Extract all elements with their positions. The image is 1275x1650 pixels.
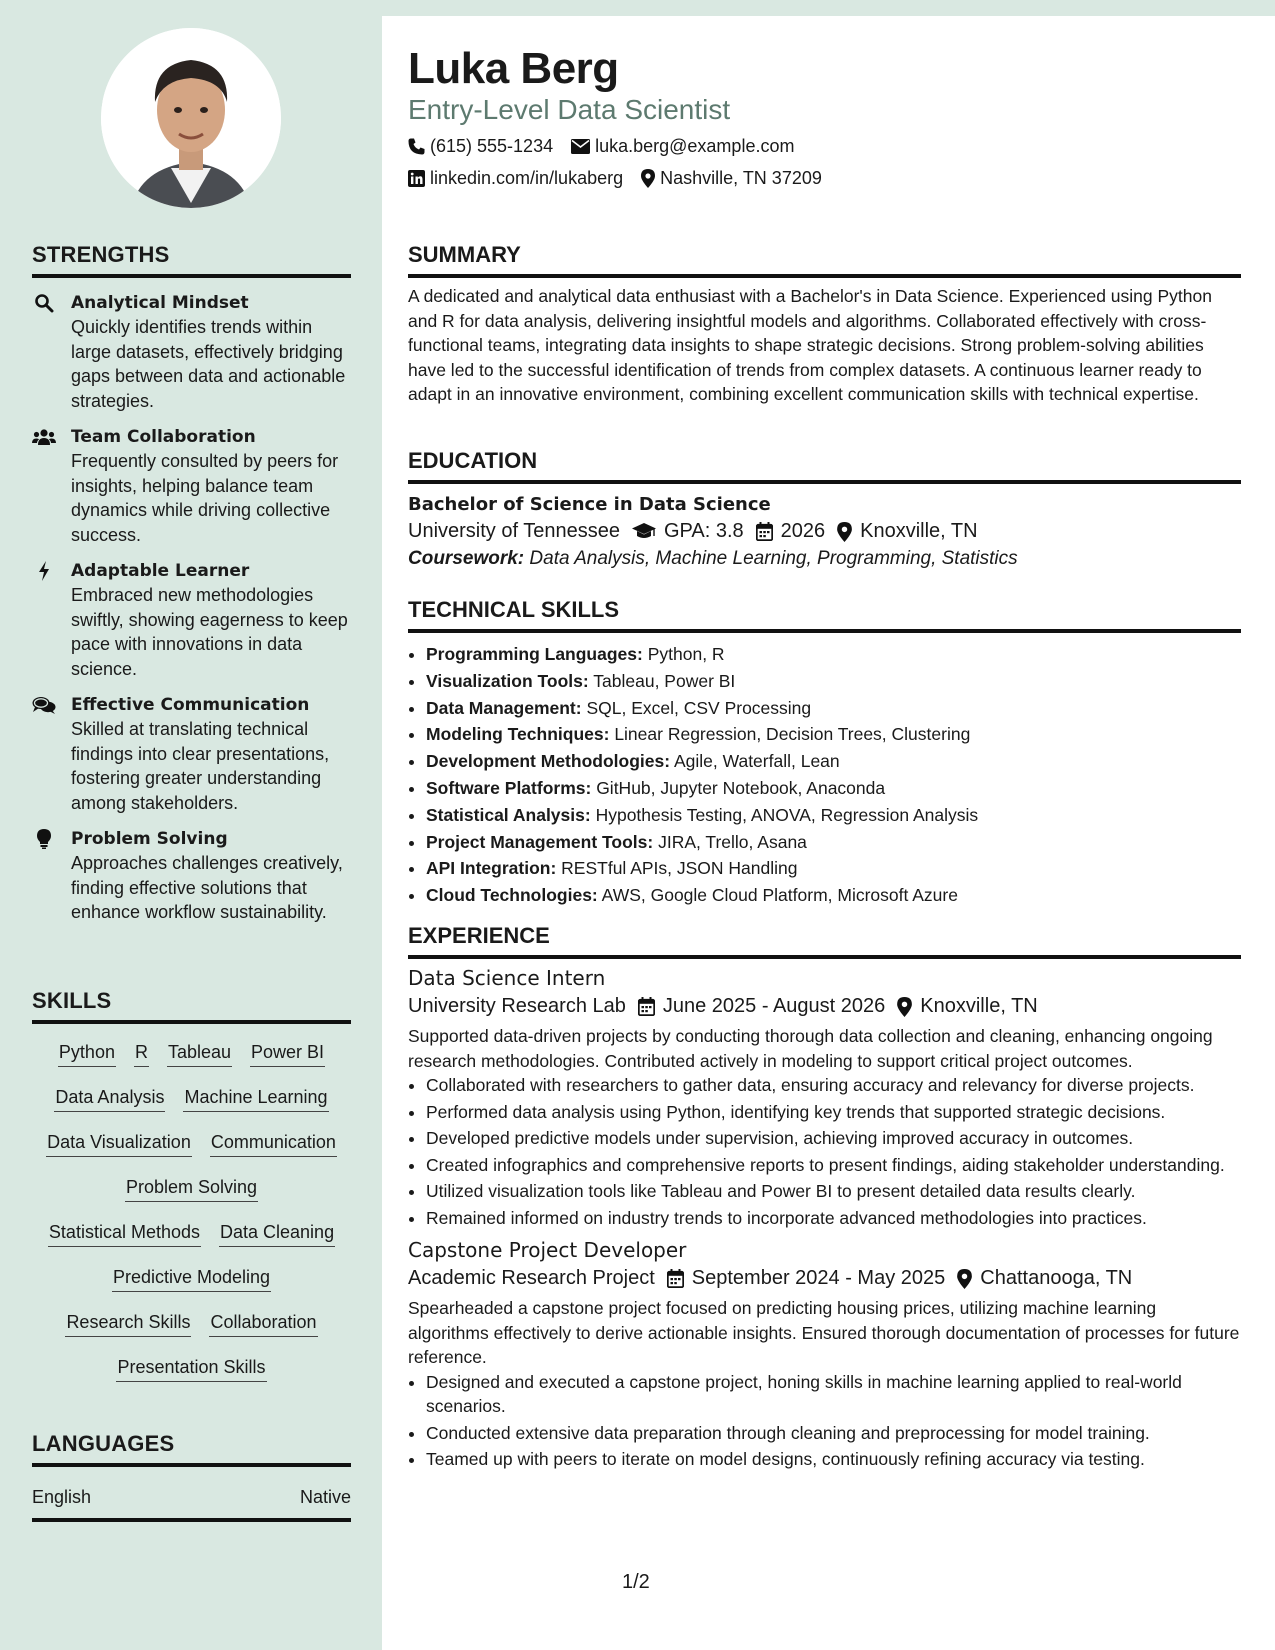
technical-skill-item bbox=[426, 748, 1241, 775]
skill-tag: Collaboration bbox=[209, 1310, 317, 1337]
job-description: Supported data-driven projects by conducting thorough data collection and cleaning, enhancing ongoing research methodologies. Contributed actively in modeling to support critical project outcomes. bbox=[408, 1026, 1213, 1071]
job-org: University Research Lab bbox=[408, 995, 626, 1017]
technical-skill-item bbox=[426, 802, 1241, 829]
job-bullets bbox=[408, 1073, 1241, 1230]
strengths-section bbox=[32, 242, 351, 925]
skill-tag: Power BI bbox=[250, 1040, 325, 1067]
graduation-year: 2026 bbox=[780, 520, 826, 542]
technical-skill-value: GitHub, Jupyter Notebook, Anaconda bbox=[596, 777, 886, 798]
education-meta bbox=[408, 520, 1241, 543]
linkedin-text: linkedin.com/in/lukaberg bbox=[430, 168, 624, 188]
strengths-heading: STRENGTHS bbox=[32, 242, 351, 278]
job-bullet: • Designed and executed a capstone project, honing skills in machine learning applied to real-world scenarios. bbox=[426, 1370, 1241, 1419]
calendar-icon bbox=[638, 997, 655, 1016]
lightbulb-icon bbox=[32, 829, 56, 849]
strength-desc: Skilled at translating technical findings into clear presentations, fostering greater understanding among stakeholders. bbox=[71, 719, 330, 813]
strength-title: Team Collaboration bbox=[71, 427, 256, 447]
job-meta bbox=[408, 1267, 1241, 1290]
contact-linkedin[interactable] bbox=[408, 168, 623, 189]
technical-skill-label: Project Management Tools: bbox=[426, 831, 654, 852]
job-bullet: • Teamed up with peers to iterate on model designs, continuously refining accuracy via testing. bbox=[426, 1447, 1241, 1472]
coursework-list: Data Analysis, Machine Learning, Programming, Statistics bbox=[529, 548, 1018, 569]
skill-tag: Statistical Methods bbox=[48, 1220, 201, 1247]
language-item bbox=[32, 1487, 351, 1522]
skill-tag: Communication bbox=[210, 1130, 337, 1157]
sidebar bbox=[0, 0, 382, 1650]
strength-desc: Frequently consulted by peers for insights, helping balance team dynamics while driving collective success. bbox=[71, 451, 339, 545]
job-entry bbox=[408, 966, 1241, 1230]
school: University of Tennessee bbox=[408, 520, 620, 542]
education-heading: EDUCATION bbox=[408, 448, 1241, 484]
technical-skill-value: Tableau, Power BI bbox=[593, 670, 736, 691]
calendar-icon bbox=[756, 522, 773, 541]
skill-tag: Data Cleaning bbox=[219, 1220, 335, 1247]
summary-heading: SUMMARY bbox=[408, 242, 1241, 278]
skill-tag: Data Visualization bbox=[46, 1130, 192, 1157]
map-marker-icon bbox=[641, 169, 655, 188]
technical-skill-value: Python, R bbox=[647, 644, 725, 664]
skill-tag: Machine Learning bbox=[183, 1085, 328, 1112]
job-entry bbox=[408, 1238, 1241, 1472]
skills-heading: SKILLS bbox=[32, 988, 351, 1024]
skill-tag: Research Skills bbox=[65, 1310, 191, 1337]
job-bullets bbox=[408, 1370, 1241, 1472]
technical-skill-value: RESTful APIs, JSON Handling bbox=[561, 858, 798, 879]
strength-title: Problem Solving bbox=[71, 829, 228, 849]
strength-item bbox=[32, 425, 351, 547]
skill-tags bbox=[32, 1040, 351, 1400]
technical-skill-label: Modeling Techniques: bbox=[426, 724, 610, 745]
technical-skill-label: Cloud Technologies: bbox=[426, 885, 598, 906]
summary-section bbox=[408, 242, 1241, 407]
skill-row bbox=[32, 1085, 351, 1130]
language-name: English bbox=[32, 1487, 92, 1507]
coursework-label: Coursework: bbox=[408, 548, 525, 569]
skill-tag: R bbox=[134, 1040, 149, 1067]
job-title: Capstone Project Developer bbox=[408, 1238, 687, 1262]
map-marker-icon bbox=[957, 1269, 972, 1289]
strength-item bbox=[32, 827, 351, 925]
calendar-icon bbox=[667, 1269, 684, 1288]
job-location: Chattanooga, TN bbox=[980, 1267, 1133, 1289]
technical-skill-item bbox=[426, 641, 1241, 668]
contact-row bbox=[408, 136, 794, 157]
technical-skill-label: Statistical Analysis: bbox=[426, 804, 591, 825]
strength-item bbox=[32, 693, 351, 815]
candidate-role: Entry-Level Data Scientist bbox=[408, 94, 731, 125]
strength-item bbox=[32, 559, 351, 681]
linkedin-icon bbox=[408, 170, 425, 187]
strength-desc: Embraced new methodologies swiftly, showing eagerness to keep pace with innovations in data science. bbox=[71, 585, 348, 679]
skill-row bbox=[32, 1130, 351, 1175]
technical-skill-label: API Integration: bbox=[426, 858, 557, 879]
skill-tag: Python bbox=[58, 1040, 116, 1067]
strength-item bbox=[32, 291, 351, 413]
email-text: luka.berg@example.com bbox=[595, 136, 795, 156]
summary-text: A dedicated and analytical data enthusiast with a Bachelor's in Data Science. Experienced using Python and R for data analysis, delivering insightful models and algorithms. Collaborated effectively with cross-functional teams, integrating data insights to shape strategic decisions. Strong problem-solving abilities have led to the successful identification of trends from complex datasets. A continuous learner ready to adapt in an innovative environment, combining excellent communication skills with technical expertise. bbox=[408, 286, 1212, 404]
degree: Bachelor of Science in Data Science bbox=[408, 494, 771, 515]
job-bullet: • Utilized visualization tools like Tableau and Power BI to present detailed data results clearly. bbox=[426, 1179, 1241, 1204]
users-icon bbox=[32, 427, 56, 447]
envelope-icon bbox=[571, 139, 590, 154]
technical-skills-list bbox=[408, 641, 1241, 909]
strength-desc: Quickly identifies trends within large datasets, effectively bridging gaps between data and actionable strategies. bbox=[71, 317, 346, 411]
technical-skill-value: Hypothesis Testing, ANOVA, Regression Analysis bbox=[595, 804, 979, 825]
technical-skill-label: Development Methodologies: bbox=[426, 751, 671, 772]
education-location: Knoxville, TN bbox=[860, 520, 978, 542]
skill-tag: Problem Solving bbox=[125, 1175, 258, 1202]
job-description: Spearheaded a capstone project focused on predicting housing prices, utilizing machine learning algorithms effectively to derive actionable insights. Ensured thorough documentation of processes for future reference. bbox=[408, 1298, 1240, 1367]
education-section bbox=[408, 448, 1241, 570]
strength-title: Analytical Mindset bbox=[71, 293, 249, 313]
skill-row bbox=[32, 1175, 351, 1220]
languages-section bbox=[32, 1431, 351, 1522]
profile-photo bbox=[101, 28, 281, 208]
candidate-name: Luka Berg bbox=[408, 44, 619, 93]
page-number: 1/2 bbox=[622, 1571, 650, 1593]
technical-skill-value: Agile, Waterfall, Lean bbox=[673, 751, 840, 772]
graduation-cap-icon bbox=[632, 523, 656, 540]
experience-section bbox=[408, 923, 1241, 1474]
bolt-icon bbox=[32, 561, 56, 581]
contact-row bbox=[408, 168, 822, 189]
job-dates: September 2024 - May 2025 bbox=[691, 1267, 946, 1289]
skill-tag: Predictive Modeling bbox=[112, 1265, 271, 1292]
contact-email[interactable] bbox=[571, 136, 794, 157]
languages-heading: LANGUAGES bbox=[32, 1431, 351, 1467]
job-bullet: • Remained informed on industry trends to incorporate advanced methodologies into practices. bbox=[426, 1206, 1241, 1231]
job-bullet: • Collaborated with researchers to gather data, ensuring accuracy and relevancy for diverse projects. bbox=[426, 1073, 1241, 1098]
technical-skill-item bbox=[426, 775, 1241, 802]
experience-heading: EXPERIENCE bbox=[408, 923, 1241, 959]
technical-skill-value: JIRA, Trello, Asana bbox=[658, 831, 807, 852]
technical-skill-item bbox=[426, 829, 1241, 856]
job-bullet: • Conducted extensive data preparation through cleaning and preprocessing for model training. bbox=[426, 1421, 1241, 1446]
phone-text: (615) 555-1234 bbox=[430, 136, 554, 156]
skill-row bbox=[32, 1040, 351, 1085]
technical-skill-label: Visualization Tools: bbox=[426, 670, 589, 691]
comments-icon bbox=[32, 695, 56, 715]
technical-skill-item bbox=[426, 695, 1241, 722]
technical-skill-item bbox=[426, 721, 1241, 748]
map-marker-icon bbox=[837, 522, 852, 542]
gpa: GPA: 3.8 bbox=[663, 520, 744, 542]
phone-icon bbox=[408, 138, 425, 155]
strength-title: Adaptable Learner bbox=[71, 561, 250, 581]
technical-skills-heading: TECHNICAL SKILLS bbox=[408, 597, 1241, 633]
skill-row bbox=[32, 1355, 351, 1400]
technical-skill-label: Programming Languages: bbox=[426, 644, 643, 664]
job-location: Knoxville, TN bbox=[920, 995, 1038, 1017]
location-text: Nashville, TN 37209 bbox=[660, 168, 822, 188]
main-content bbox=[382, 16, 1275, 1650]
job-org: Academic Research Project bbox=[408, 1267, 655, 1289]
technical-skill-value: AWS, Google Cloud Platform, Microsoft Azure bbox=[601, 885, 958, 906]
technical-skill-value: SQL, Excel, CSV Processing bbox=[586, 697, 812, 718]
technical-skills-section bbox=[408, 597, 1241, 909]
skill-tag: Tableau bbox=[167, 1040, 232, 1067]
strength-title: Effective Communication bbox=[71, 695, 310, 715]
search-icon bbox=[32, 293, 56, 313]
job-title: Data Science Intern bbox=[408, 966, 606, 990]
skill-row bbox=[32, 1265, 351, 1310]
technical-skill-label: Software Platforms: bbox=[426, 777, 592, 798]
skill-tag: Data Analysis bbox=[54, 1085, 165, 1112]
strength-desc: Approaches challenges creatively, finding effective solutions that enhance workflow sustainability. bbox=[71, 853, 343, 922]
technical-skill-item bbox=[426, 668, 1241, 695]
technical-skill-item bbox=[426, 882, 1241, 909]
job-dates: June 2025 - August 2026 bbox=[662, 995, 886, 1017]
skill-tag: Presentation Skills bbox=[116, 1355, 266, 1382]
skill-row bbox=[32, 1220, 351, 1265]
map-marker-icon bbox=[897, 997, 912, 1017]
technical-skill-label: Data Management: bbox=[426, 697, 582, 718]
language-level: Native bbox=[299, 1487, 351, 1507]
job-bullet: • Created infographics and comprehensive reports to present findings, aiding stakeholder understanding. bbox=[426, 1153, 1241, 1178]
contact-phone bbox=[408, 136, 553, 157]
job-bullet: • Developed predictive models under supervision, achieving improved accuracy in outcomes. bbox=[426, 1126, 1241, 1151]
technical-skill-item bbox=[426, 855, 1241, 882]
coursework bbox=[408, 548, 1241, 570]
job-meta bbox=[408, 995, 1241, 1018]
skills-section bbox=[32, 988, 351, 1400]
contact-location bbox=[641, 168, 822, 189]
job-bullet: • Performed data analysis using Python, identifying key trends that supported strategic decisions. bbox=[426, 1100, 1241, 1125]
technical-skill-value: Linear Regression, Decision Trees, Clustering bbox=[614, 724, 971, 745]
skill-row bbox=[32, 1310, 351, 1355]
